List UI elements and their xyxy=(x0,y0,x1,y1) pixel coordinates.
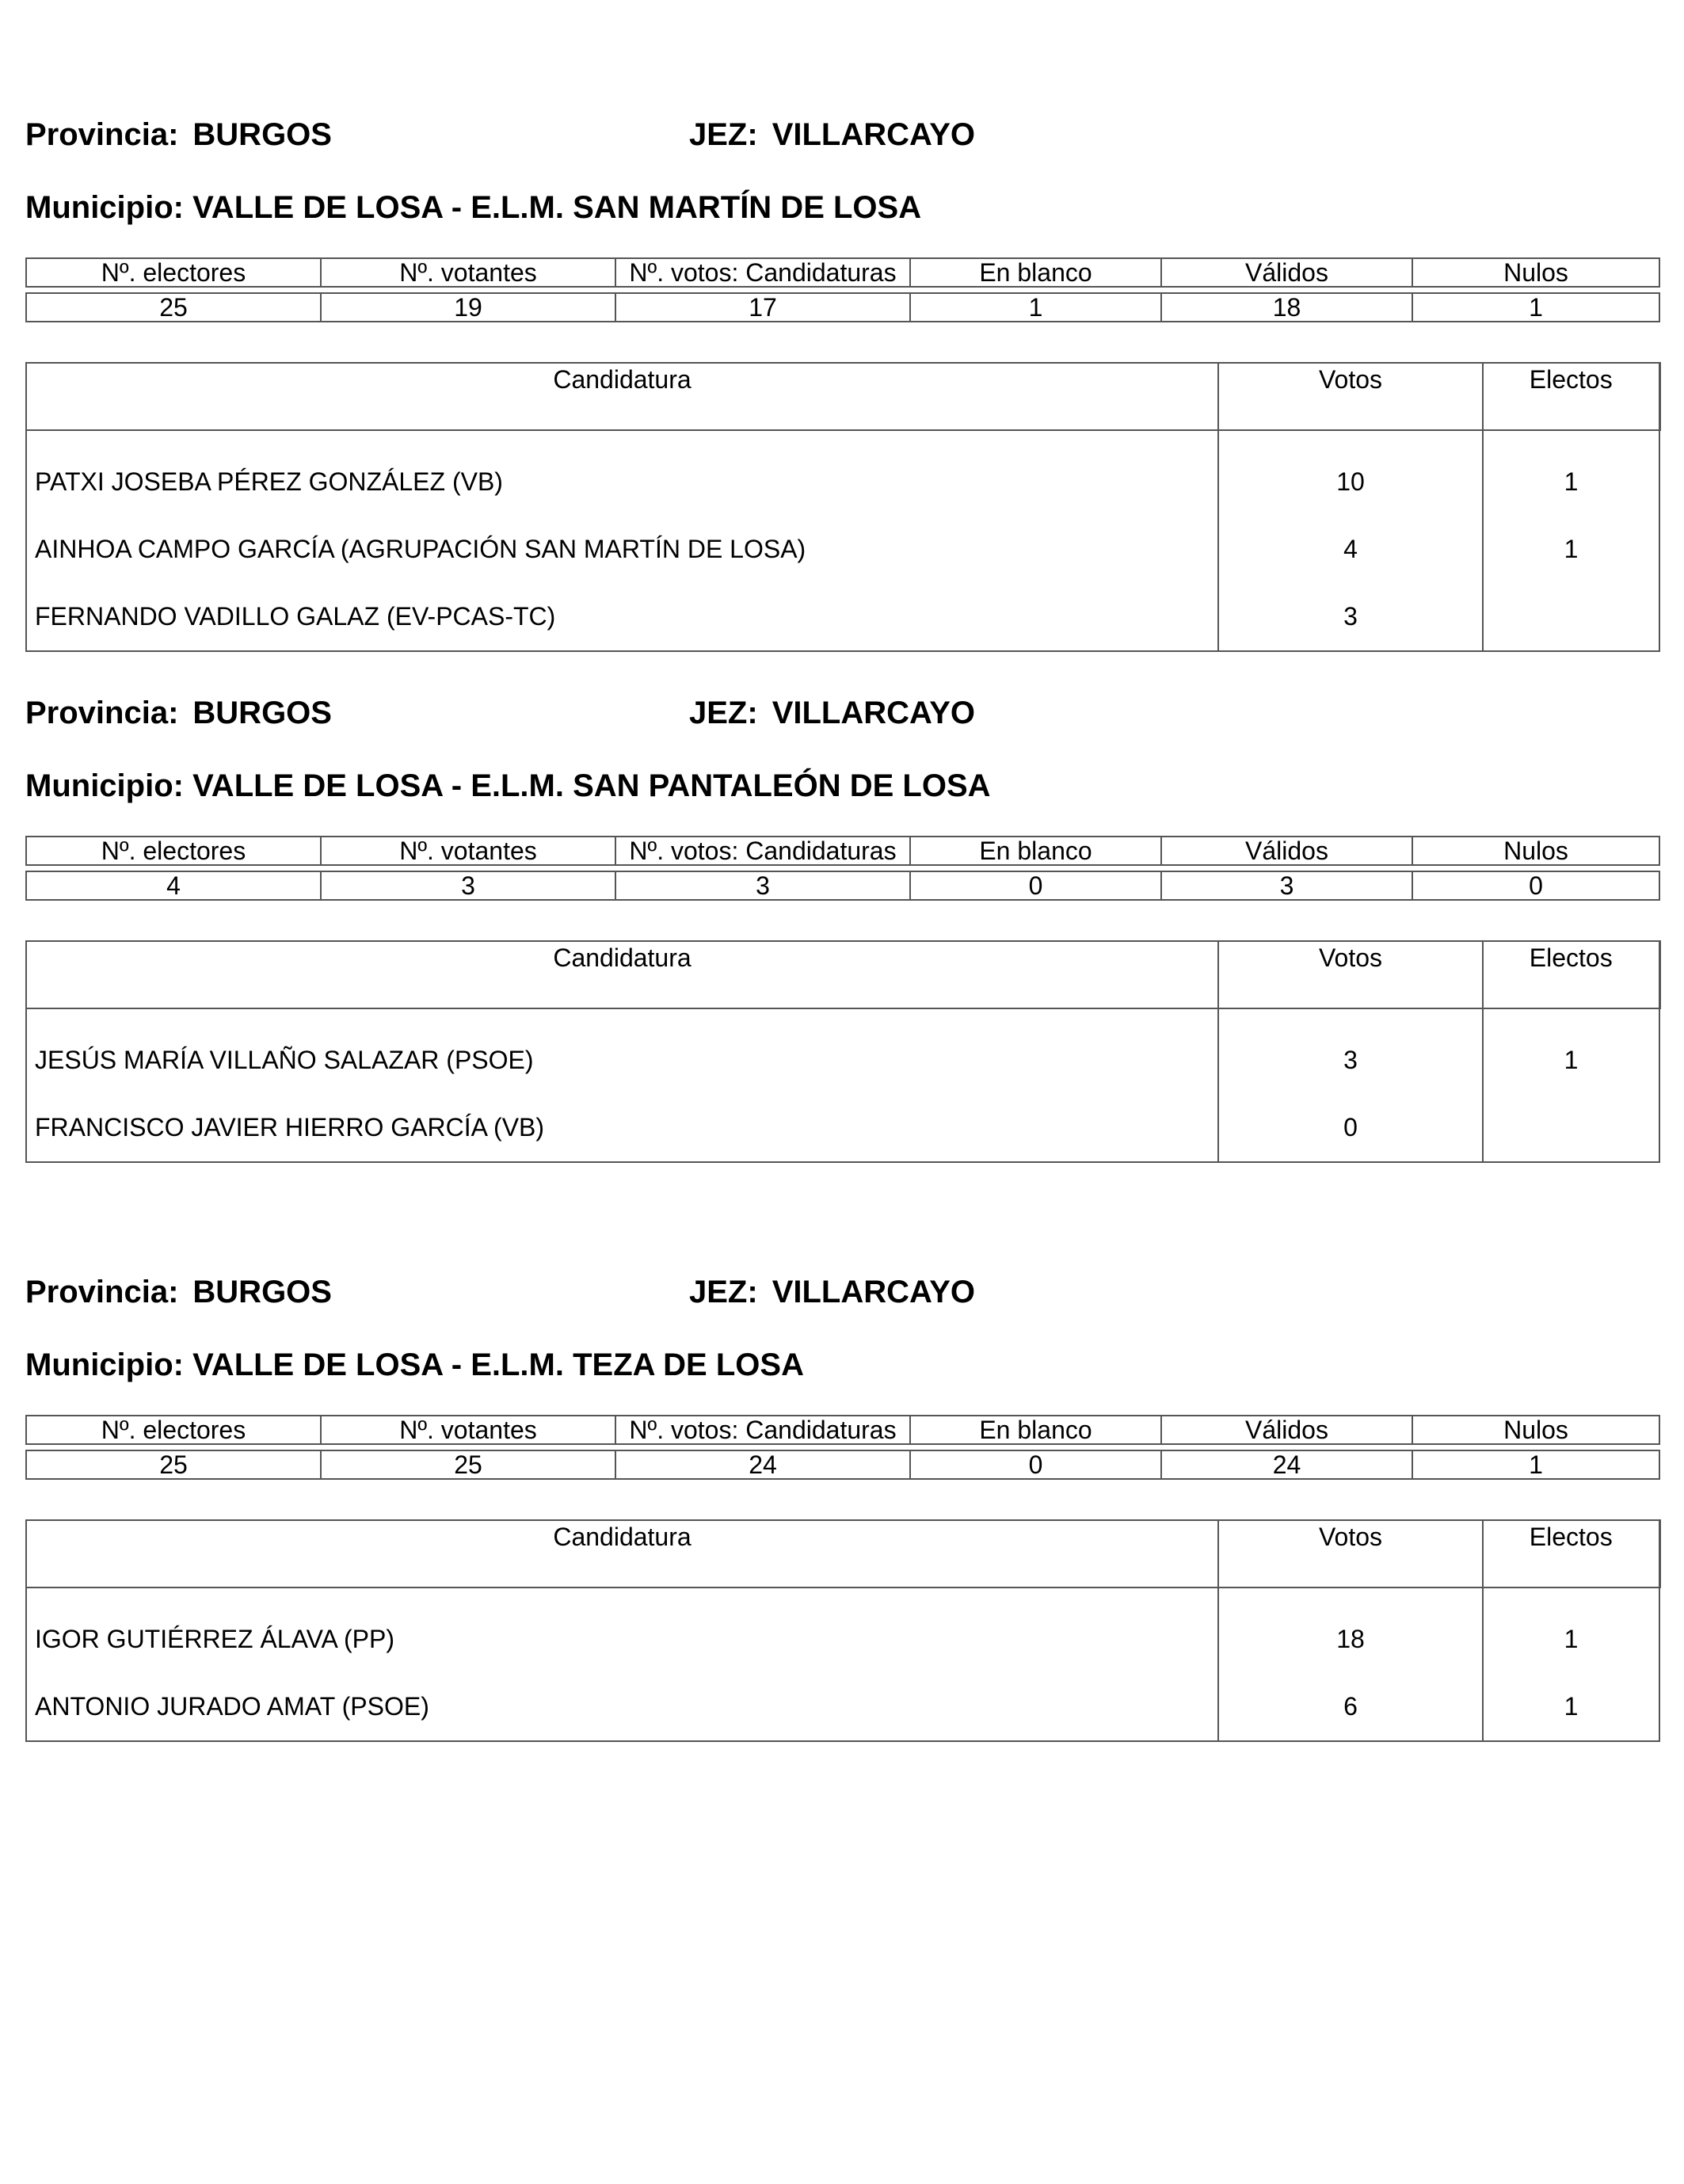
candidate-name: PATXI JOSEBA PÉREZ GONZÁLEZ (VB) xyxy=(35,467,503,496)
candidates-table xyxy=(25,362,1661,652)
provincia-line xyxy=(25,115,332,154)
jez-line xyxy=(689,693,975,733)
municipio-value: VALLE DE LOSA - E.L.M. TEZA DE LOSA xyxy=(192,1347,804,1382)
candidate-name: FRANCISCO JAVIER HIERRO GARCÍA (VB) xyxy=(35,1113,545,1142)
municipio-line xyxy=(25,1345,804,1385)
stats-spacer xyxy=(26,1444,1659,1450)
provincia-line xyxy=(25,1272,332,1312)
candidate-row xyxy=(26,583,1659,651)
candidate-name: FERNANDO VADILLO GALAZ (EV-PCAS-TC) xyxy=(35,602,556,631)
stats-value: 1 xyxy=(910,293,1161,322)
stats-value: 0 xyxy=(910,871,1161,900)
candidate-votos: 18 xyxy=(1218,1587,1483,1673)
stats-value: 0 xyxy=(910,1450,1161,1479)
stats-header: Nº. electores xyxy=(26,837,321,865)
stats-header: Nº. electores xyxy=(26,1416,321,1444)
candidatura-header: Candidatura xyxy=(26,1520,1218,1587)
candidate-row xyxy=(26,516,1659,583)
votos-header: Votos xyxy=(1218,363,1483,430)
electos-header: Electos xyxy=(1483,941,1659,1008)
candidate-electos: 1 xyxy=(1483,1673,1659,1741)
candidate-votos: 6 xyxy=(1218,1673,1483,1741)
candidate-name: IGOR GUTIÉRREZ ÁLAVA (PP) xyxy=(35,1625,394,1653)
jez-label: JEZ: xyxy=(689,1275,758,1309)
stats-header: Válidos xyxy=(1161,1416,1412,1444)
stats-value-row xyxy=(26,871,1659,900)
provincia-label: Provincia: xyxy=(25,117,179,152)
candidate-name: JESÚS MARÍA VILLAÑO SALAZAR (PSOE) xyxy=(35,1046,534,1074)
candidate-votos: 0 xyxy=(1218,1094,1483,1162)
stats-value: 0 xyxy=(1412,871,1659,900)
municipio-label: Municipio: xyxy=(25,1347,184,1382)
candidate-electos xyxy=(1483,1094,1659,1162)
candidate-votos: 3 xyxy=(1218,1008,1483,1094)
candidate-electos: 1 xyxy=(1483,1008,1659,1094)
jez-label: JEZ: xyxy=(689,696,758,730)
stats-header: Nº. votos: Candidaturas xyxy=(615,837,910,865)
candidate-row xyxy=(26,1673,1659,1741)
stats-header: Nulos xyxy=(1412,1416,1659,1444)
jez-line xyxy=(689,1272,975,1312)
provincia-value: BURGOS xyxy=(192,696,332,730)
candidate-electos: 1 xyxy=(1483,430,1659,516)
stats-header: Nº. electores xyxy=(26,258,321,287)
candidate-row xyxy=(26,1094,1659,1162)
stats-value: 25 xyxy=(26,293,321,322)
stats-header: Nulos xyxy=(1412,837,1659,865)
candidatura-header: Candidatura xyxy=(26,363,1218,430)
stats-value: 3 xyxy=(1161,871,1412,900)
stats-value: 1 xyxy=(1412,1450,1659,1479)
stats-header: Nº. votos: Candidaturas xyxy=(615,1416,910,1444)
stats-value: 24 xyxy=(615,1450,910,1479)
municipio-value: VALLE DE LOSA - E.L.M. SAN PANTALEÓN DE LOSA xyxy=(192,768,991,803)
municipio-label: Municipio: xyxy=(25,190,184,225)
stats-value: 17 xyxy=(615,293,910,322)
candidates-header-row xyxy=(26,363,1659,430)
stats-value: 1 xyxy=(1412,293,1659,322)
municipio-line xyxy=(25,766,991,806)
stats-value-row xyxy=(26,1450,1659,1479)
stats-value: 4 xyxy=(26,871,321,900)
stats-header-row xyxy=(26,1416,1659,1444)
stats-header-row xyxy=(26,837,1659,865)
candidatura-header: Candidatura xyxy=(26,941,1218,1008)
candidate-row xyxy=(26,1587,1659,1673)
municipio-line xyxy=(25,188,921,227)
candidate-electos: 1 xyxy=(1483,1587,1659,1673)
votos-header: Votos xyxy=(1218,941,1483,1008)
candidates-table xyxy=(25,1519,1661,1742)
stats-value: 25 xyxy=(26,1450,321,1479)
stats-table xyxy=(25,1415,1660,1480)
candidate-row xyxy=(26,1008,1659,1094)
stats-value: 3 xyxy=(615,871,910,900)
electos-header: Electos xyxy=(1483,1520,1659,1587)
stats-value: 25 xyxy=(321,1450,615,1479)
candidates-header-row xyxy=(26,1520,1659,1587)
stats-value: 18 xyxy=(1161,293,1412,322)
jez-value: VILLARCAYO xyxy=(772,696,976,730)
jez-label: JEZ: xyxy=(689,117,758,152)
candidate-votos: 4 xyxy=(1218,516,1483,583)
candidate-row xyxy=(26,430,1659,516)
stats-value: 3 xyxy=(321,871,615,900)
stats-table xyxy=(25,257,1660,322)
candidate-electos: 1 xyxy=(1483,516,1659,583)
stats-value: 24 xyxy=(1161,1450,1412,1479)
jez-line xyxy=(689,115,975,154)
stats-header: En blanco xyxy=(910,837,1161,865)
stats-header: En blanco xyxy=(910,258,1161,287)
stats-spacer xyxy=(26,865,1659,871)
provincia-value: BURGOS xyxy=(192,117,332,152)
stats-header-row xyxy=(26,258,1659,287)
provincia-value: BURGOS xyxy=(192,1275,332,1309)
stats-value-row xyxy=(26,293,1659,322)
provincia-line xyxy=(25,693,332,733)
provincia-label: Provincia: xyxy=(25,696,179,730)
stats-header: Nulos xyxy=(1412,258,1659,287)
candidates-header-row xyxy=(26,941,1659,1008)
stats-header: En blanco xyxy=(910,1416,1161,1444)
stats-header: Nº. votantes xyxy=(321,1416,615,1444)
candidate-name: ANTONIO JURADO AMAT (PSOE) xyxy=(35,1692,429,1721)
stats-header: Válidos xyxy=(1161,258,1412,287)
candidate-electos xyxy=(1483,583,1659,651)
stats-header: Nº. votantes xyxy=(321,837,615,865)
candidate-votos: 10 xyxy=(1218,430,1483,516)
votos-header: Votos xyxy=(1218,1520,1483,1587)
candidate-votos: 3 xyxy=(1218,583,1483,651)
candidate-name: AINHOA CAMPO GARCÍA (AGRUPACIÓN SAN MARTÍN DE LOSA) xyxy=(35,535,806,563)
jez-value: VILLARCAYO xyxy=(772,117,976,152)
electos-header: Electos xyxy=(1483,363,1659,430)
provincia-label: Provincia: xyxy=(25,1275,179,1309)
stats-spacer xyxy=(26,287,1659,293)
stats-table xyxy=(25,836,1660,901)
stats-value: 19 xyxy=(321,293,615,322)
stats-header: Válidos xyxy=(1161,837,1412,865)
candidates-table xyxy=(25,940,1661,1163)
municipio-value: VALLE DE LOSA - E.L.M. SAN MARTÍN DE LOSA xyxy=(192,190,922,225)
stats-header: Nº. votantes xyxy=(321,258,615,287)
jez-value: VILLARCAYO xyxy=(772,1275,976,1309)
municipio-label: Municipio: xyxy=(25,768,184,803)
stats-header: Nº. votos: Candidaturas xyxy=(615,258,910,287)
